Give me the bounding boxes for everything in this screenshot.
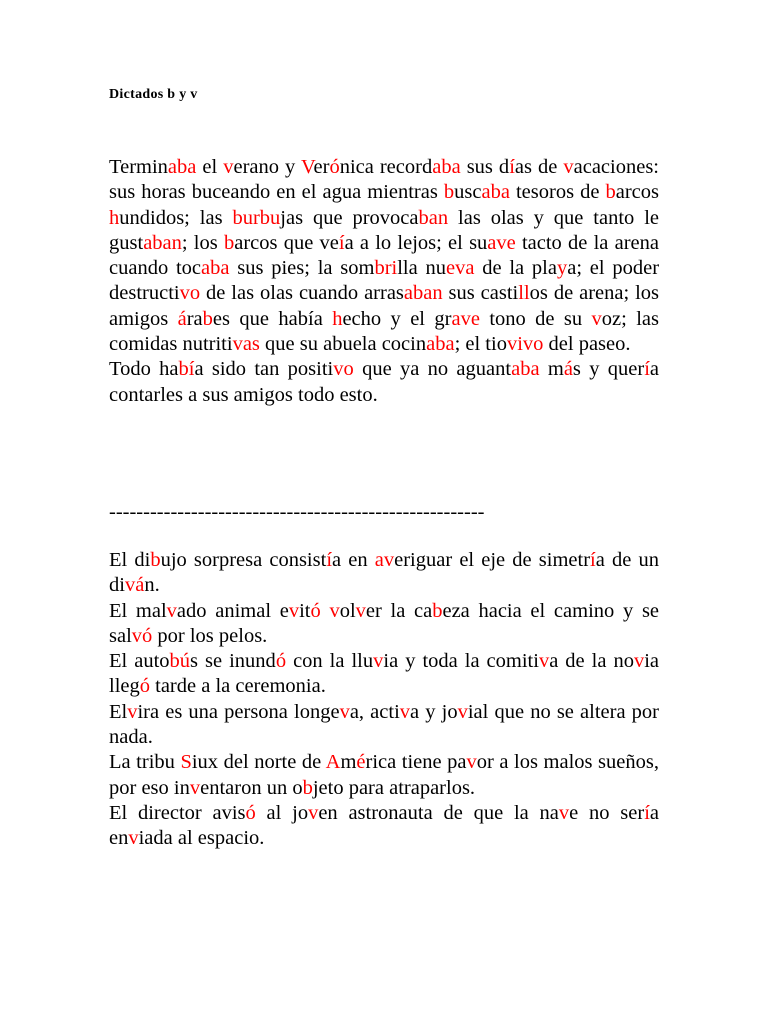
- text-run: ia lleg: [109, 650, 660, 698]
- highlighted-letters: í: [644, 801, 650, 824]
- text-run: las olas y que tanto le gust: [109, 206, 659, 254]
- text-run: erano y: [233, 156, 301, 178]
- text-run: e no: [569, 801, 621, 824]
- text-run: altera por nada.: [109, 700, 660, 749]
- highlighted-letters: v: [189, 776, 201, 799]
- text-run: s se inund: [190, 650, 276, 673]
- text-run: s y: [572, 358, 608, 381]
- highlighted-letters: aba: [511, 358, 540, 381]
- text-run: tesoros de: [509, 181, 606, 204]
- highlighted-letters: í: [338, 231, 345, 254]
- highlighted-letters: aba: [432, 156, 461, 178]
- highlighted-letters: b: [150, 549, 161, 571]
- highlighted-letters: ú: [179, 650, 191, 673]
- text-run: que su abuela cocin: [259, 333, 427, 356]
- highlighted-letters: v: [558, 801, 570, 824]
- text-run: al jo: [255, 801, 309, 824]
- text-run: usc: [454, 181, 482, 204]
- text-run: sueños, por eso in: [109, 751, 659, 799]
- highlighted-letters: b: [443, 181, 455, 204]
- highlighted-letters: v: [466, 751, 477, 774]
- highlighted-letters: í: [326, 549, 333, 571]
- highlighted-letters: v: [399, 700, 411, 723]
- highlighted-letters: v: [538, 650, 550, 673]
- highlighted-letters: v: [591, 307, 602, 330]
- text-run: sus: [229, 257, 272, 280]
- text-run: a en: [332, 549, 375, 571]
- text-run: provoca: [352, 206, 419, 229]
- text-run: quer: [607, 358, 645, 381]
- document-title: Dictados b y v: [109, 87, 198, 102]
- text-run: sus casti: [442, 282, 519, 305]
- text-run: sus d: [460, 156, 510, 178]
- text-run: a, acti: [349, 700, 400, 723]
- highlighted-letters: á: [563, 358, 573, 381]
- highlighted-letters: b: [202, 307, 213, 330]
- text-run: a: [595, 549, 612, 571]
- highlighted-letters: v: [288, 599, 300, 622]
- highlighted-letters: y: [556, 257, 568, 280]
- highlighted-letters: vivo: [506, 333, 544, 356]
- highlighted-letters: v: [127, 700, 138, 723]
- highlighted-letters: b: [302, 776, 313, 799]
- highlighted-letters: ó: [310, 599, 321, 622]
- highlighted-letters: ó: [275, 650, 287, 673]
- text-run: a de la: [549, 650, 614, 673]
- highlighted-letters: bri: [374, 257, 398, 280]
- text-run: a a lo lejos; el su: [344, 231, 488, 254]
- text-run: las comidas nutriti: [109, 307, 660, 356]
- highlighted-letters: aban: [403, 282, 443, 305]
- highlighted-letters: aba: [201, 257, 230, 280]
- text-run: eriguar el eje de simetr: [394, 549, 591, 571]
- text-run: m: [340, 751, 357, 774]
- text-run: echo y el gr: [342, 307, 452, 330]
- highlighted-letters: v: [563, 156, 574, 178]
- text-run: del paseo.: [548, 333, 631, 356]
- text-run: amigos: [109, 307, 178, 330]
- text-run: er la ca: [365, 599, 433, 622]
- text-run: tono de su: [479, 307, 592, 330]
- highlighted-letters: á: [177, 307, 187, 330]
- highlighted-letters: v: [329, 599, 340, 622]
- paragraph: [109, 548, 659, 599]
- text-run: en astronauta de que la na: [318, 801, 559, 824]
- text-run: iux del norte de: [191, 751, 326, 774]
- text-run: que ya no aguant: [353, 358, 512, 381]
- text-run: a contarles a sus amigos todo esto.: [109, 358, 660, 406]
- paragraph-section-2: [109, 548, 659, 852]
- highlighted-letters: b: [605, 181, 616, 204]
- text-run: El director avis: [109, 801, 246, 824]
- section-separator: -------------------------------------------------------: [109, 501, 485, 523]
- highlighted-letters: v: [355, 599, 366, 622]
- highlighted-letters: ó: [142, 624, 153, 647]
- text-run: El: [109, 700, 128, 723]
- highlighted-letters: V: [300, 156, 314, 178]
- text-run: undidos; las: [119, 206, 233, 229]
- paragraph: [109, 155, 659, 357]
- paragraph: [109, 357, 659, 408]
- text-run: no: [613, 650, 634, 673]
- highlighted-letters: vo: [179, 282, 201, 305]
- paragraph: [109, 750, 659, 801]
- highlighted-letters: vo: [333, 358, 354, 381]
- text-run: or a los malos: [476, 751, 599, 774]
- highlighted-letters: b: [178, 358, 189, 381]
- text-run: ; el tio: [454, 333, 507, 356]
- text-run: nica record: [339, 156, 433, 178]
- text-run: arcos que: [234, 231, 320, 254]
- highlighted-letters: h: [332, 307, 343, 330]
- highlighted-letters: í: [509, 156, 515, 178]
- text-run: oz;: [601, 307, 637, 330]
- text-run: ol: [339, 599, 356, 622]
- highlighted-letters: v: [633, 650, 645, 673]
- highlighted-letters: aba: [426, 333, 455, 356]
- text-run: es que hab: [212, 307, 308, 330]
- text-run: er: [313, 156, 330, 178]
- highlighted-letters: v: [339, 700, 350, 723]
- highlighted-letters: b: [432, 599, 443, 622]
- text-run: de las olas cuando arras: [206, 282, 404, 305]
- text-run: entaron un o: [200, 776, 303, 799]
- highlighted-letters: ó: [245, 801, 256, 824]
- highlighted-letters: aban: [143, 231, 182, 254]
- text-run: ; los: [181, 231, 224, 254]
- highlighted-letters: í: [644, 358, 650, 381]
- highlighted-letters: í: [590, 549, 596, 571]
- highlighted-letters: v: [131, 624, 143, 647]
- highlighted-letters: á: [135, 574, 145, 597]
- text-run: con la llu: [286, 650, 374, 673]
- highlighted-letters: aba: [167, 156, 197, 178]
- highlighted-letters: h: [109, 206, 120, 229]
- text-run: iada al espacio.: [138, 827, 265, 850]
- text-run: rica tiene pa: [365, 751, 467, 774]
- paragraph-section-1: [109, 155, 659, 408]
- highlighted-letters: ó: [329, 156, 340, 178]
- highlighted-letters: é: [356, 751, 366, 774]
- text-run: ira es una persona longe: [137, 700, 340, 723]
- text-run: a: [313, 307, 333, 330]
- highlighted-letters: aba: [481, 181, 510, 204]
- text-run: lla: [397, 257, 418, 280]
- highlighted-letters: ó: [139, 675, 150, 698]
- text-run: de la pla: [474, 257, 557, 280]
- text-run: it: [299, 599, 311, 622]
- text-run: El mal: [109, 599, 167, 622]
- text-run: ia y toda la comiti: [383, 650, 539, 673]
- text-run: a en: [109, 801, 659, 850]
- highlighted-letters: a: [374, 549, 384, 571]
- text-run: tacto de la arena cuando toc: [109, 231, 659, 280]
- highlighted-letters: vas: [232, 333, 260, 356]
- highlighted-letters: burbu: [232, 206, 281, 229]
- highlighted-letters: ave: [451, 307, 480, 330]
- text-run: eza hacia el camino: [442, 599, 623, 622]
- text-run: tarde a la ceremonia.: [150, 675, 326, 698]
- paragraph: [109, 801, 659, 852]
- text-run: as de: [514, 156, 564, 178]
- text-run: El auto: [109, 650, 170, 673]
- text-run: ra: [186, 307, 203, 330]
- text-run: ado animal e: [176, 599, 289, 622]
- text-run: jas que: [280, 206, 353, 229]
- text-run: ve: [319, 231, 339, 254]
- highlighted-letters: v: [383, 549, 395, 571]
- text-run: por los pelos.: [152, 624, 268, 647]
- text-run: ser: [620, 801, 645, 824]
- highlighted-letters: S: [180, 751, 192, 774]
- text-run: n.: [144, 574, 160, 597]
- text-run: ial que no se: [467, 700, 581, 723]
- highlighted-letters: A: [325, 751, 341, 774]
- text-run: el: [196, 156, 224, 178]
- text-run: El di: [109, 549, 151, 571]
- text-run: nu: [417, 257, 447, 280]
- text-run: Todo ha: [109, 358, 179, 381]
- text-run: La tribu: [109, 751, 181, 774]
- paragraph: [109, 649, 659, 700]
- text-run: Termin: [109, 156, 168, 178]
- paragraph: [109, 599, 659, 650]
- highlighted-letters: v: [223, 156, 234, 178]
- highlighted-letters: v: [308, 801, 319, 824]
- highlighted-letters: b: [223, 231, 235, 254]
- text-run: a sido tan positi: [194, 358, 334, 381]
- highlighted-letters: ban: [418, 206, 449, 229]
- text-run: pies; la som: [271, 257, 375, 280]
- text-run: ujo sorpresa consist: [160, 549, 327, 571]
- text-run: a; el poder destructi: [109, 257, 660, 305]
- highlighted-letters: v: [373, 650, 384, 673]
- text-run: í: [308, 307, 314, 330]
- highlighted-letters: eva: [446, 257, 475, 280]
- highlighted-letters: v: [166, 599, 177, 622]
- highlighted-letters: b: [169, 650, 180, 673]
- text-run: de un di: [109, 549, 659, 597]
- text-run: y se sal: [109, 599, 660, 647]
- highlighted-letters: í: [188, 358, 195, 381]
- highlighted-letters: v: [124, 574, 136, 597]
- highlighted-letters: v: [128, 827, 139, 850]
- paragraph: [109, 700, 659, 751]
- text-run: os de arena; los: [529, 282, 660, 305]
- highlighted-letters: v: [457, 700, 468, 723]
- text-run: jeto para atraparlos.: [312, 776, 476, 799]
- text-run: acaciones: sus horas buceando en el agua mientras: [109, 156, 659, 204]
- text-run: m: [539, 358, 564, 381]
- highlighted-letters: ll: [518, 282, 530, 305]
- text-run: arcos: [615, 181, 659, 204]
- text-run: a y jo: [410, 700, 458, 723]
- highlighted-letters: ave: [487, 231, 516, 254]
